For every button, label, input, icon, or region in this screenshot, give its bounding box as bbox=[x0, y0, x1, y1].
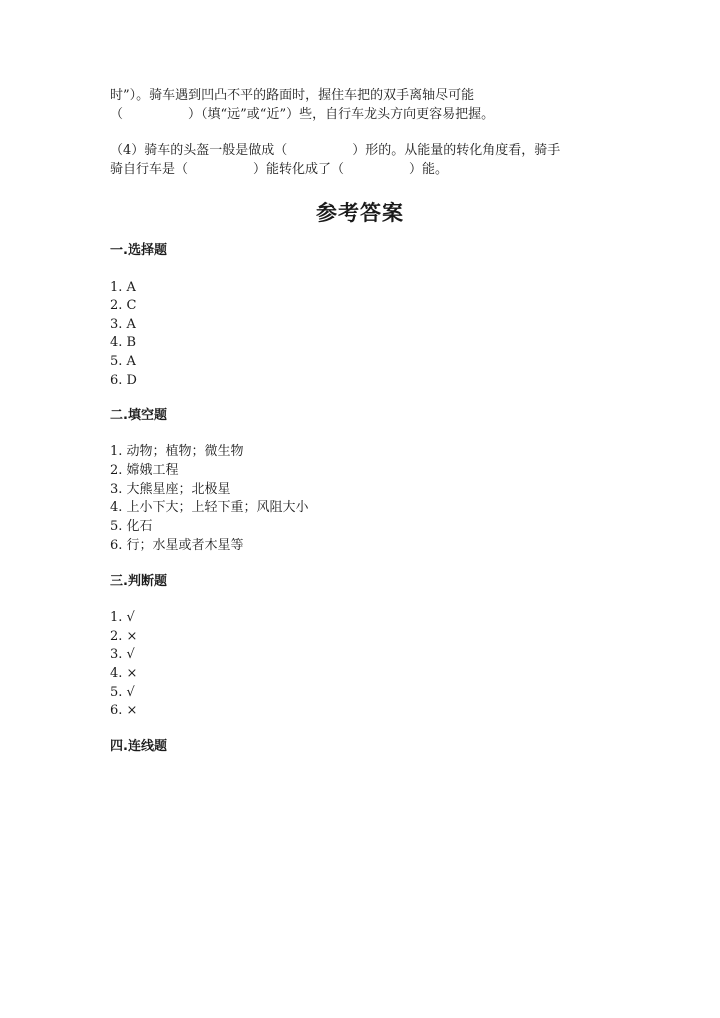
answer-item: 3. A bbox=[110, 317, 136, 332]
answer-item: 5. √ bbox=[110, 685, 135, 700]
answer-item: 4. × bbox=[110, 666, 138, 681]
page-title: 参考答案 bbox=[316, 201, 404, 225]
answer-item: 4. 上小下大；上轻下重；风阻大小 bbox=[110, 500, 309, 515]
answer-item: 2. 嫦娥工程 bbox=[110, 463, 179, 478]
answer-item: 6. 行；水星或者木星等 bbox=[110, 538, 244, 553]
section-heading: 三.判断题 bbox=[110, 574, 167, 589]
question-line: （ ）（填“远”或“近”）些，自行车龙头方向更容易把握。 bbox=[110, 107, 495, 122]
answer-item: 5. A bbox=[110, 354, 136, 369]
section-heading: 一.选择题 bbox=[110, 243, 167, 258]
answer-item: 1. 动物；植物；微生物 bbox=[110, 444, 244, 459]
question-line: 时”）。骑车遇到凹凸不平的路面时，握住车把的双手离轴尽可能 bbox=[110, 88, 475, 103]
answer-item: 2. C bbox=[110, 298, 137, 313]
question-line: （4）骑车的头盔一般是做成（ ）形的。从能量的转化角度看，骑手 bbox=[110, 143, 561, 158]
answer-item: 2. × bbox=[110, 629, 138, 644]
section-heading: 四.连线题 bbox=[110, 739, 167, 754]
answer-item: 4. B bbox=[110, 335, 137, 350]
answer-item: 1. A bbox=[110, 280, 136, 295]
answer-item: 5. 化石 bbox=[110, 519, 153, 534]
answer-item: 1. √ bbox=[110, 610, 135, 625]
answer-item: 6. D bbox=[110, 373, 137, 388]
question-line: 骑自行车是（ ）能转化成了（ ）能。 bbox=[110, 162, 449, 177]
answer-item: 3. √ bbox=[110, 647, 135, 662]
answer-item: 6. × bbox=[110, 703, 138, 718]
section-heading: 二.填空题 bbox=[110, 408, 167, 423]
answer-item: 3. 大熊星座；北极星 bbox=[110, 482, 231, 497]
